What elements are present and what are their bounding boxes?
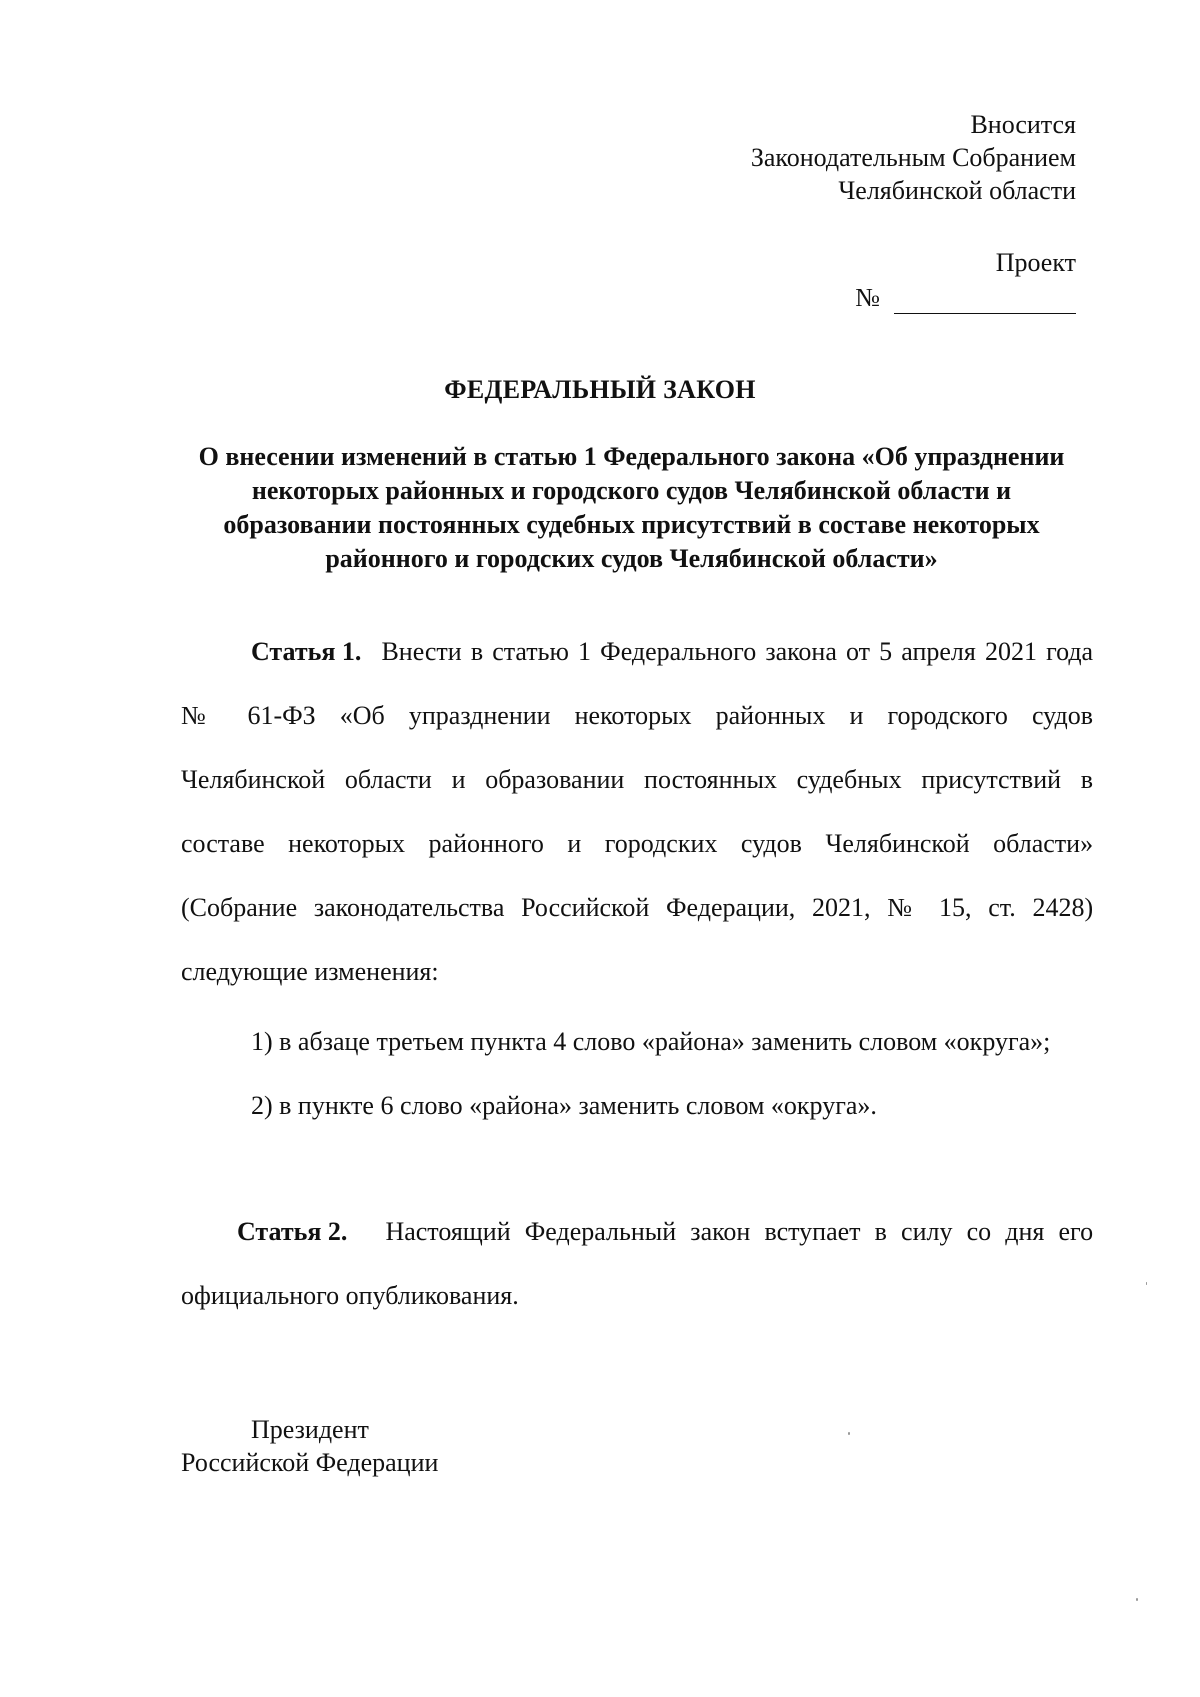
law-title-line: О внесении изменений в статью 1 Федерального закона «Об упразднении bbox=[198, 442, 1065, 471]
article-1-label: Статья 1. bbox=[251, 637, 362, 666]
article-1 bbox=[181, 620, 1093, 1004]
signature-title-line-2: Российской Федерации bbox=[181, 1448, 439, 1477]
law-title bbox=[170, 440, 1093, 576]
scan-speck bbox=[848, 1432, 850, 1435]
project-number-line bbox=[855, 281, 1076, 314]
article-1-first-line bbox=[181, 620, 1093, 684]
article-2-text-line: официального опубликования. bbox=[181, 1281, 519, 1310]
article-1-item: 1) в абзаце третьем пункта 4 слово «района» заменить словом «округа»; bbox=[251, 1027, 1051, 1056]
signature-block bbox=[181, 1413, 438, 1479]
submitted-by-line-2: Законодательным Собранием bbox=[750, 143, 1076, 172]
signature-title-line-1: Президент bbox=[251, 1415, 369, 1444]
project-label: Проект bbox=[995, 248, 1076, 277]
article-1-text-line: Внести в статью 1 Федерального закона от 5 апреля 2021 года bbox=[381, 637, 1094, 666]
submitted-by-block bbox=[751, 108, 1076, 207]
law-title-line: районного и городских судов Челябинской области» bbox=[325, 544, 938, 573]
law-type-heading: ФЕДЕРАЛЬНЫЙ ЗАКОН bbox=[444, 375, 756, 404]
number-sign: № bbox=[855, 283, 880, 312]
article-2 bbox=[181, 1200, 1093, 1328]
submitted-by-line-3: Челябинской области bbox=[838, 176, 1076, 205]
number-blank-line bbox=[894, 287, 1076, 314]
article-1-text-line: следующие изменения: bbox=[181, 957, 439, 986]
submitted-by-line-1: Вносится bbox=[970, 110, 1076, 139]
scan-speck bbox=[1136, 1598, 1138, 1601]
article-1-text-line: (Собрание законодательства Российской Федерации, 2021, № 15, ст. 2428) bbox=[181, 893, 1094, 922]
article-1-item: 2) в пункте 6 слово «района» заменить словом «округа». bbox=[251, 1091, 877, 1120]
article-1-text-line: Челябинской области и образовании постоянных судебных присутствий в bbox=[181, 765, 1094, 794]
article-1-text-line: составе некоторых районного и городских судов Челябинской области» bbox=[181, 829, 1094, 858]
law-title-line: образовании постоянных судебных присутствий в составе некоторых bbox=[223, 510, 1040, 539]
law-title-line: некоторых районных и городского судов Челябинской области и bbox=[251, 476, 1012, 505]
article-2-label: Статья 2. bbox=[237, 1217, 348, 1246]
article-2-first-line bbox=[181, 1200, 1093, 1264]
article-2-text-line: Настоящий Федеральный закон вступает в силу со дня его bbox=[385, 1217, 1094, 1246]
article-1-items bbox=[251, 1010, 1050, 1138]
scan-speck bbox=[1146, 1282, 1147, 1285]
article-1-text-line: № 61-ФЗ «Об упразднении некоторых районных и городского судов bbox=[181, 701, 1094, 730]
